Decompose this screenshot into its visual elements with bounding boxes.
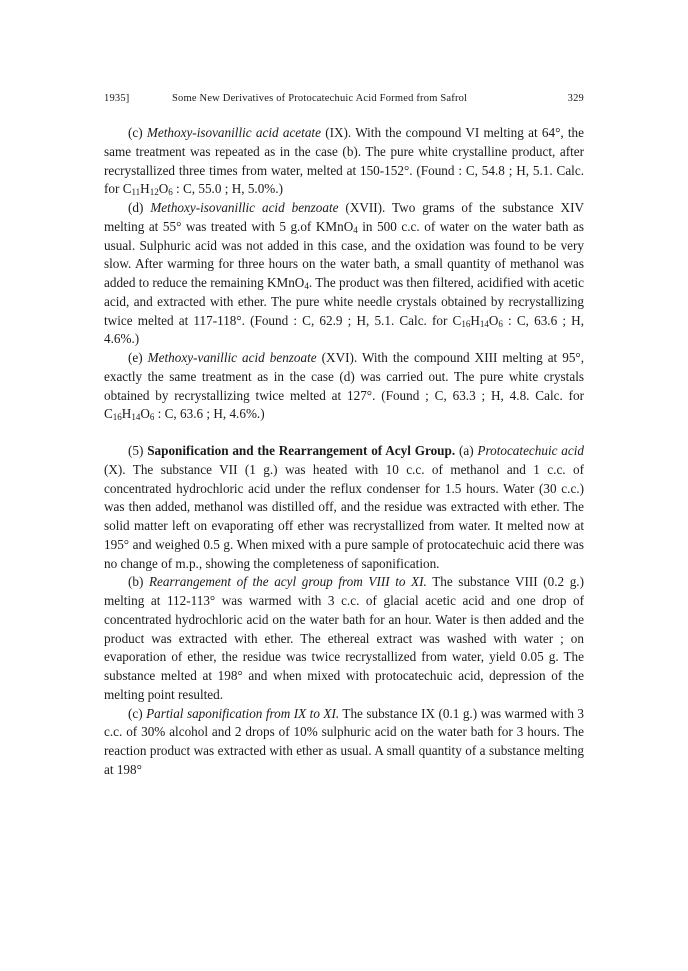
paragraph-partial-saponification: (c) Partial saponification from IX to XI. The substance IX (0.1 g.) was warmed with 3 c.c. of 30% alcohol and 2 drops of 10% sulphuric acid on the water bath for 3 hours. The reaction product was extracted with ether as usual. A small quantity of a substance melting at 198° [104, 705, 584, 777]
compound-name: Methoxy-isovanillic acid benzoate [150, 200, 339, 215]
formula: $C_{16}H_{14}O_6$ [104, 406, 155, 423]
compound-name: Protocatechuic acid [477, 443, 584, 458]
header-year: 1935] [104, 93, 130, 104]
header-title: Some New Derivatives of Protocatechuic Acid Formed from Safrol [172, 93, 468, 104]
paragraph-methoxy-vanillic-benzoate: (e) Methoxy-vanillic acid benzoate (XVI). With the compound XIII melting at 95°, exactly the same treatment as in the case (d) was carried out. The pure white crystals obtained by recrystallizing twice melted at 127°. (Found ; C, 63.3 ; H, 4.8. Calc. for $C_{16}H_{14}O_6$ : C, 63.6 ; H, 4.6%.) [104, 350, 585, 423]
formula: $C_{16}H_{14}O_6$ [452, 312, 503, 329]
compound-name: Methoxy-vanillic acid benzoate [147, 350, 317, 365]
page-number: 329 [567, 93, 584, 104]
formula: $C_{11}H_{12}O_6$ [122, 181, 173, 198]
paragraph-rearrangement: (b) Rearrangement of the acyl group from VIII to XI. The substance VIII (0.2 g.) melting at 112-113° was warmed with 3 c.c. of glacial acetic acid and one drop of concentrated hydrochloric acid on the water bath for an hour. Water is then added and the product was extracted with ether. The ethereal extract was washed with water ; on evaporation of ether, the residue was twice recrystallized from water, yield 0.05 g. The substance melted at 198° and when mixed with protocatechuic acid, depression of the melting point resulted. [104, 574, 584, 702]
subsection-title: Partial saponification from IX to XI. [146, 705, 340, 721]
subsection-title: Rearrangement of the acyl group from VIII to XI. [148, 574, 427, 590]
body-text [104, 124, 584, 780]
paragraph-methoxy-isovanillic-acetate: (c) Methoxy-isovanillic acid acetate (IX). With the compound VI melting at 64°, the same treatment was repeated as in the case (b). The pure white crystalline product, after recrystallized three times from water, melted at 150-152°. (Found : C, 54.8 ; H, 5.1. Calc. for $C_{11}H_{12}O_6$ : C, 55.0 ; H, 5.0%.) [104, 125, 585, 198]
section-heading: Saponification and the Rearrangement of Acyl Group. [147, 443, 456, 458]
paragraph-saponification: (5) Saponification and the Rearrangement of Acyl Group. (a) Protocatechuic acid (X). The substance VII (1 g.) was heated with 10 c.c. of methanol and 1 c.c. of concentrated hydrochloric acid under the reflux condenser for 1.5 hours. Water (30 c.c.) was then added, methanol was distilled off, and the residue was extracted with ether. The solid matter left on evaporating off ether was recrystallized from water. It melted now at 195° and weighed 0.5 g. When mixed with a pure sample of protocatechuic acid there was no change of m.p., showing the completeness of saponification. [104, 443, 584, 571]
compound-name: Methoxy-isovanillic acid acetate [146, 125, 321, 140]
paragraph-methoxy-isovanillic-benzoate: (d) Methoxy-isovanillic acid benzoate (XVII). Two grams of the substance XIV melting at 55° was treated with 5 g.of KMnO$_4$ in 500 c.c. of water on the water bath as usual. Sulphuric acid was not added in this case, and the oxidation was found to be very slow. After warming for three hours on the water bath, a small quantity of methanol was added to reduce the remaining KMnO$_4$. The product was then filtered, acidified with acetic acid, and extracted with ether. The pure white needle crystals obtained by recrystallizing twice melted at 117-118°. (Found : C, 62.9 ; H, 5.1. Calc. for $C_{16}H_{14}O_6$ : C, 63.6 ; H, 4.6%.) [104, 200, 585, 347]
